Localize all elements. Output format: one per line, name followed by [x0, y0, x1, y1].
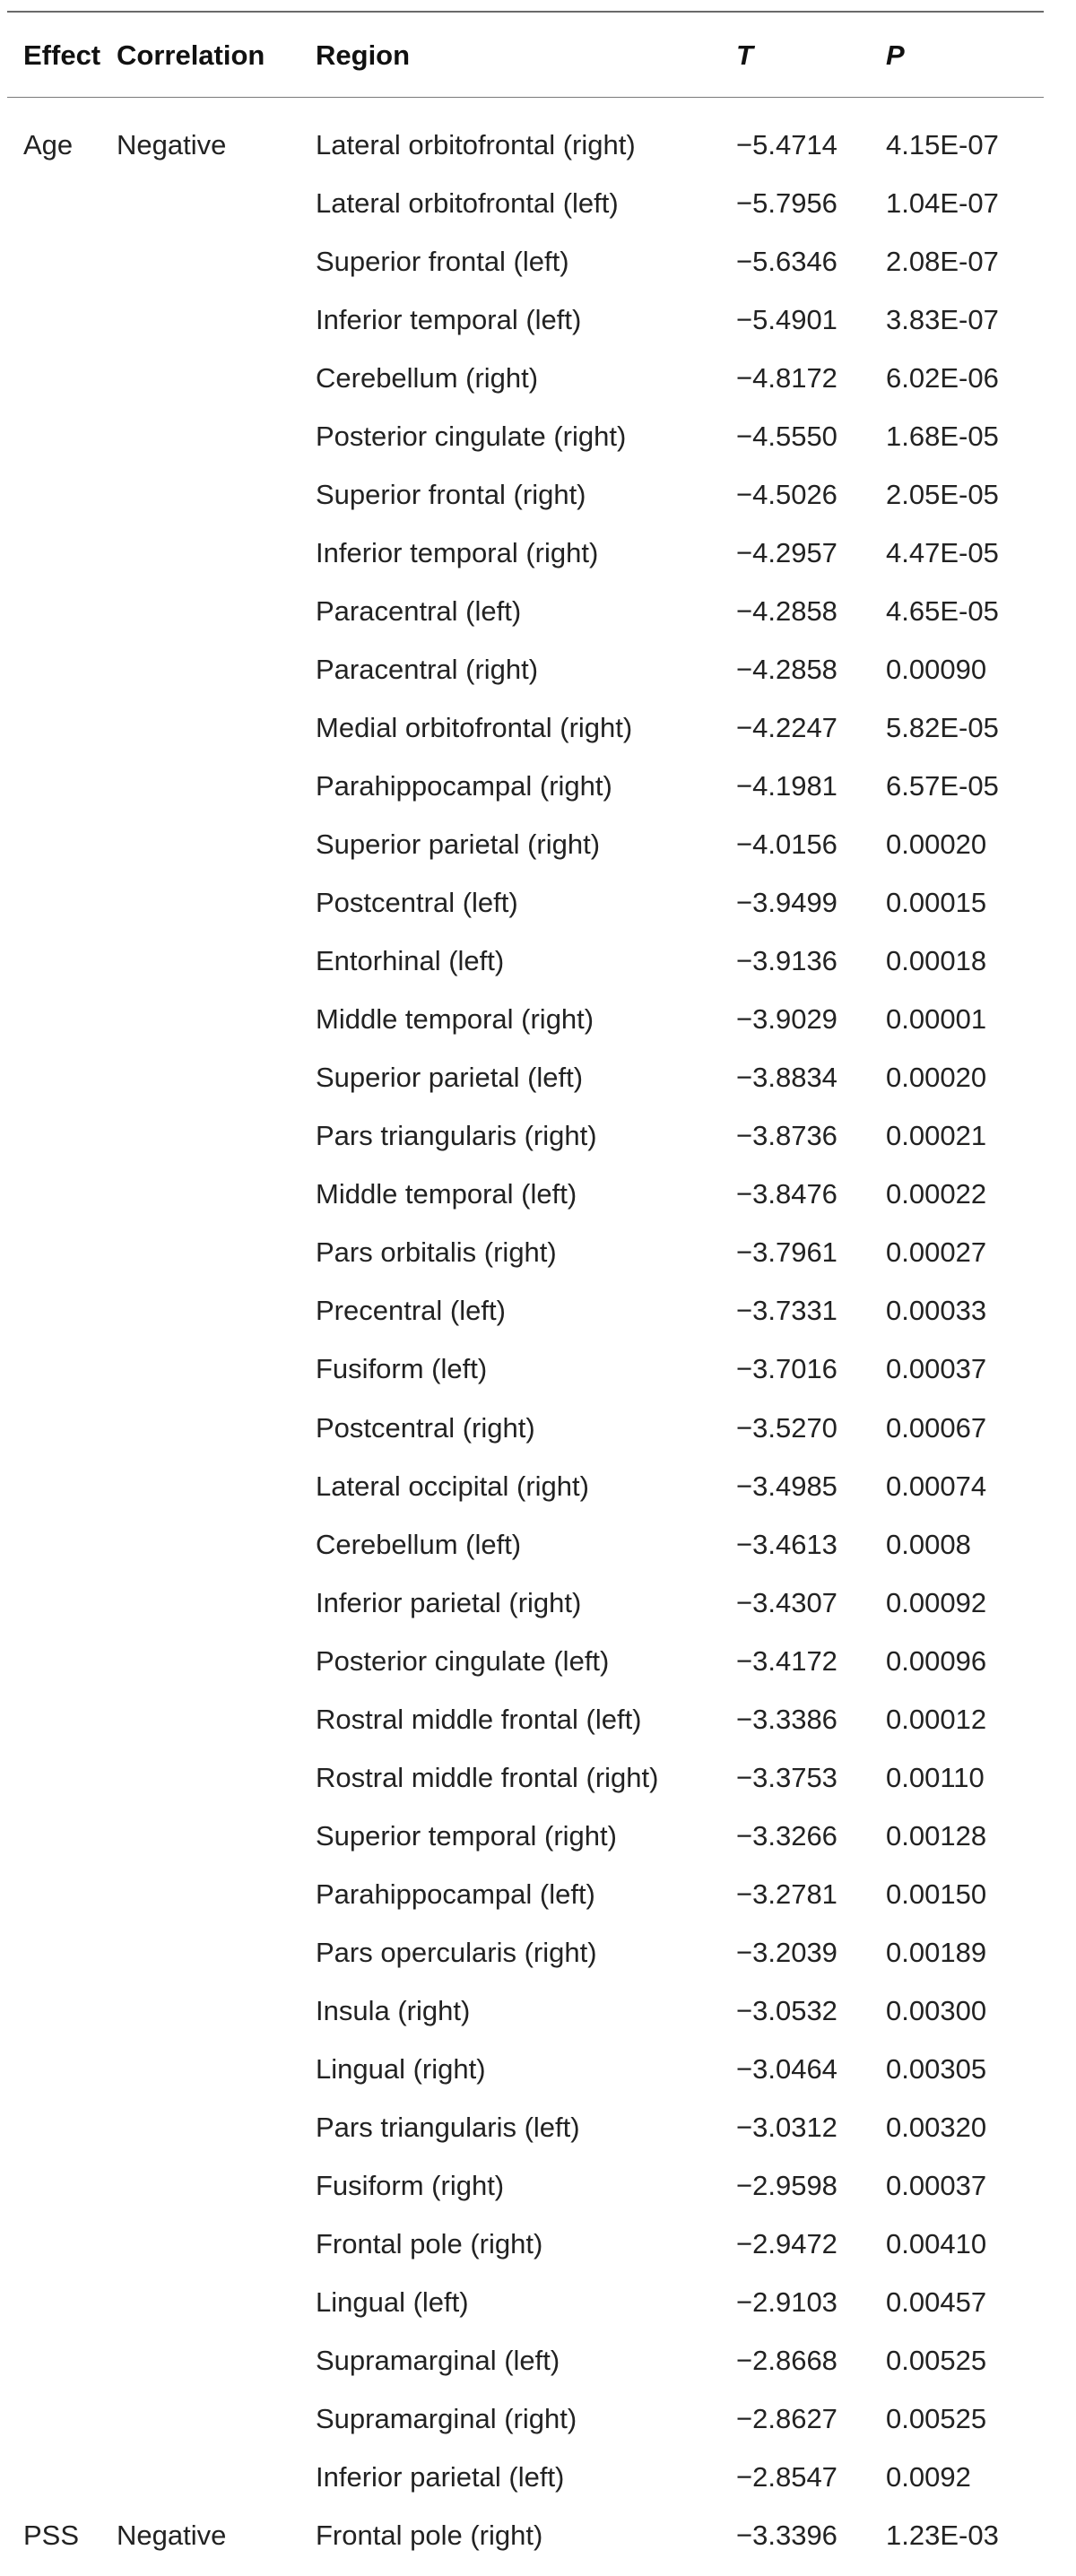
cell-t: −3.7016: [736, 1353, 837, 1385]
cell-t: −3.8736: [736, 1120, 837, 1152]
table-row: [0, 1865, 1044, 1923]
cell-effect: [0, 1515, 117, 1574]
cell-correlation: [117, 232, 316, 291]
cell-region: Medial orbitofrontal (right): [316, 711, 633, 743]
table-row: [0, 2507, 1044, 2565]
cell-t: −4.2858: [736, 594, 837, 627]
cell-correlation: [117, 2041, 316, 2099]
cell-correlation: [117, 1399, 316, 1457]
table-row: [0, 2099, 1044, 2157]
cell-p: 1.68E-05: [886, 420, 999, 452]
cell-correlation: [117, 1632, 316, 1690]
cell-t: −3.7331: [736, 1295, 837, 1327]
cell-effect: Age: [23, 128, 74, 160]
cell-effect: [0, 1457, 117, 1515]
table-row: [0, 1166, 1044, 1224]
cell-effect: [0, 698, 117, 757]
cell-p: 0.00090: [886, 653, 987, 685]
cell-region: Lateral orbitofrontal (right): [316, 128, 636, 160]
cell-t: −2.9598: [736, 2170, 837, 2202]
table-row: [0, 2157, 1044, 2216]
cell-effect: [0, 2390, 117, 2449]
cell-effect: [0, 1399, 117, 1457]
cell-correlation: [117, 174, 316, 232]
cell-effect: [0, 2274, 117, 2332]
cell-p: 0.00067: [886, 1411, 987, 1444]
cell-t: −4.5026: [736, 478, 837, 510]
cell-p: 0.00020: [886, 828, 987, 861]
table-row: [0, 640, 1044, 698]
cell-t: −3.0464: [736, 2053, 837, 2086]
cell-p: 0.00037: [886, 2170, 987, 2202]
cell-region: Rostral middle frontal (right): [316, 1761, 659, 1793]
cell-region: Inferior temporal (right): [316, 536, 599, 568]
cell-effect: [0, 1049, 117, 1107]
cell-t: −5.4714: [736, 128, 837, 160]
cell-p: 0.00012: [886, 1703, 987, 1735]
cell-effect: [0, 640, 117, 698]
cell-t: −3.9029: [736, 1003, 837, 1036]
cell-p: 0.00033: [886, 1295, 987, 1327]
cell-p: 0.0092: [886, 2461, 971, 2494]
cell-t: −3.9499: [736, 887, 837, 919]
cell-correlation: [117, 1865, 316, 1923]
table-row: [0, 174, 1044, 232]
cell-effect: [0, 816, 117, 874]
cell-correlation: [117, 2274, 316, 2332]
cell-correlation: [117, 1574, 316, 1632]
cell-t: −5.4901: [736, 303, 837, 335]
cell-region: Superior frontal (right): [316, 478, 586, 510]
cell-p: 0.00525: [886, 2403, 987, 2435]
table-row: [0, 874, 1044, 932]
cell-effect: [0, 757, 117, 815]
cell-p: 0.00027: [886, 1236, 987, 1269]
cell-region: Paracentral (right): [316, 653, 539, 685]
table-row: [0, 1282, 1044, 1340]
cell-t: −3.8834: [736, 1062, 837, 1094]
cell-correlation: [117, 1923, 316, 1982]
cell-t: −4.0156: [736, 828, 837, 861]
cell-region: Middle temporal (right): [316, 1003, 594, 1036]
cell-t: −4.2247: [736, 711, 837, 743]
cell-t: −2.8547: [736, 2461, 837, 2494]
cell-effect: [0, 1632, 117, 1690]
table-row: [0, 1982, 1044, 2040]
table-row: [0, 232, 1044, 291]
cell-effect: [0, 1748, 117, 1807]
header-row: [0, 13, 1044, 98]
cell-region: Lateral occipital (right): [316, 1470, 589, 1502]
cell-region: Frontal pole (right): [316, 2228, 543, 2260]
cell-p: 5.82E-05: [886, 711, 999, 743]
cell-region: Paracentral (left): [316, 594, 522, 627]
cell-effect: [0, 932, 117, 991]
cell-p: 3.83E-07: [886, 303, 999, 335]
cell-t: −3.4985: [736, 1470, 837, 1502]
cell-correlation: [117, 582, 316, 640]
cell-t: −3.7961: [736, 1236, 837, 1269]
cell-t: −3.9136: [736, 945, 837, 977]
cell-effect: [0, 1982, 117, 2040]
cell-correlation: [117, 1107, 316, 1166]
cell-region: Middle temporal (left): [316, 1178, 577, 1210]
table-row: [0, 98, 1044, 174]
cell-correlation: [117, 2390, 316, 2449]
cell-correlation: [117, 291, 316, 349]
cell-region: Superior parietal (right): [316, 828, 601, 861]
cell-region: Rostral middle frontal (left): [316, 1703, 642, 1735]
cell-region: Supramarginal (left): [316, 2345, 560, 2377]
cell-t: −3.3753: [736, 1761, 837, 1793]
cell-p: 4.47E-05: [886, 536, 999, 568]
cell-region: Frontal pole (right): [316, 2520, 543, 2552]
table-row: [0, 1224, 1044, 1282]
cell-correlation: [117, 991, 316, 1049]
cell-p: 0.00001: [886, 1003, 987, 1036]
cell-correlation: [117, 524, 316, 582]
cell-effect: [0, 1224, 117, 1282]
cell-effect: [0, 2099, 117, 2157]
header-correlation: Correlation: [117, 39, 265, 71]
cell-t: −3.2039: [736, 1936, 837, 1968]
table-row: [0, 1515, 1044, 1574]
cell-correlation: [117, 2216, 316, 2274]
table-row: [0, 1807, 1044, 1865]
cell-region: Inferior parietal (left): [316, 2461, 565, 2494]
cell-correlation: [117, 640, 316, 698]
table-row: [0, 582, 1044, 640]
cell-t: −3.8476: [736, 1178, 837, 1210]
cell-correlation: [117, 1340, 316, 1399]
table-row: [0, 2449, 1044, 2507]
table-row: [0, 2216, 1044, 2274]
table-row: [0, 991, 1044, 1049]
table-row: [0, 757, 1044, 815]
header-t: T: [736, 39, 753, 71]
cell-p: 2.08E-07: [886, 245, 999, 277]
cell-region: Cerebellum (right): [316, 361, 539, 394]
cell-p: 4.15E-07: [886, 128, 999, 160]
cell-p: 0.00410: [886, 2228, 987, 2260]
table-row: [0, 349, 1044, 407]
cell-t: −3.0312: [736, 2112, 837, 2144]
cell-region: Superior temporal (right): [316, 1819, 617, 1852]
cell-t: −2.9103: [736, 2286, 837, 2319]
cell-effect: [0, 1574, 117, 1632]
cell-effect: PSS: [23, 2520, 80, 2552]
cell-effect: [0, 2157, 117, 2216]
cell-p: 0.00320: [886, 2112, 987, 2144]
cell-effect: [0, 2332, 117, 2390]
cell-region: Posterior cingulate (right): [316, 420, 627, 452]
cell-correlation: [117, 349, 316, 407]
cell-effect: [0, 874, 117, 932]
table-row: [0, 816, 1044, 874]
cell-t: −3.3386: [736, 1703, 837, 1735]
table-body: [0, 98, 1044, 2565]
cell-p: 0.00457: [886, 2286, 987, 2319]
header-rule: [7, 97, 1044, 98]
table-row: [0, 1574, 1044, 1632]
cell-region: Pars orbitalis (right): [316, 1236, 557, 1269]
cell-region: Lingual (left): [316, 2286, 469, 2319]
cell-region: Superior frontal (left): [316, 245, 569, 277]
cell-p: 0.00074: [886, 1470, 987, 1502]
cell-effect: [0, 291, 117, 349]
cell-correlation: [117, 874, 316, 932]
cell-region: Pars triangularis (right): [316, 1120, 597, 1152]
cell-t: −5.7956: [736, 186, 837, 219]
cell-correlation: [117, 2157, 316, 2216]
cell-t: −4.1981: [736, 769, 837, 802]
cell-region: Pars triangularis (left): [316, 2112, 580, 2144]
cell-t: −5.6346: [736, 245, 837, 277]
table-row: [0, 291, 1044, 349]
table-row: [0, 2274, 1044, 2332]
cell-effect: [0, 991, 117, 1049]
table-row: [0, 465, 1044, 524]
cell-effect: [0, 1340, 117, 1399]
table-row: [0, 1748, 1044, 1807]
cell-correlation: [117, 1049, 316, 1107]
cell-p: 0.0008: [886, 1528, 971, 1560]
table-row: [0, 932, 1044, 991]
cell-p: 1.23E-03: [886, 2520, 999, 2552]
cell-region: Lateral orbitofrontal (left): [316, 186, 619, 219]
cell-t: −4.8172: [736, 361, 837, 394]
cell-effect: [0, 1807, 117, 1865]
cell-p: 0.00305: [886, 2053, 987, 2086]
cell-t: −3.2781: [736, 1878, 837, 1910]
cell-region: Supramarginal (right): [316, 2403, 577, 2435]
cell-effect: [0, 1282, 117, 1340]
table-row: [0, 1690, 1044, 1748]
cell-correlation: [117, 2099, 316, 2157]
cell-effect: [0, 1107, 117, 1166]
table-row: [0, 1049, 1044, 1107]
cell-effect: [0, 465, 117, 524]
cell-correlation: [117, 1515, 316, 1574]
cell-region: Inferior temporal (left): [316, 303, 582, 335]
cell-p: 0.00189: [886, 1936, 987, 1968]
cell-t: −3.4307: [736, 1586, 837, 1618]
cell-region: Fusiform (left): [316, 1353, 488, 1385]
cell-correlation: [117, 1166, 316, 1224]
cell-effect: [0, 1166, 117, 1224]
cell-effect: [0, 582, 117, 640]
cell-correlation: [117, 1282, 316, 1340]
cell-p: 2.05E-05: [886, 478, 999, 510]
table-row: [0, 1340, 1044, 1399]
cell-region: Lingual (right): [316, 2053, 486, 2086]
cell-effect: [0, 1690, 117, 1748]
cell-correlation: [117, 1807, 316, 1865]
header-effect: Effect: [23, 39, 101, 71]
cell-region: Precentral (left): [316, 1295, 506, 1327]
results-table: [0, 13, 1044, 2565]
cell-region: Entorhinal (left): [316, 945, 505, 977]
cell-region: Parahippocampal (right): [316, 769, 612, 802]
cell-effect: [0, 232, 117, 291]
cell-p: 0.00092: [886, 1586, 987, 1618]
cell-region: Pars opercularis (right): [316, 1936, 597, 1968]
cell-t: −2.8668: [736, 2345, 837, 2377]
results-table-container: [0, 11, 1044, 2565]
table-row: [0, 1399, 1044, 1457]
cell-correlation: [117, 1982, 316, 2040]
cell-effect: [0, 349, 117, 407]
cell-effect: [0, 2449, 117, 2507]
cell-p: 0.00021: [886, 1120, 987, 1152]
table-row: [0, 1632, 1044, 1690]
cell-correlation: Negative: [117, 128, 227, 160]
cell-correlation: [117, 2449, 316, 2507]
cell-p: 0.00015: [886, 887, 987, 919]
table-row: [0, 407, 1044, 465]
cell-region: Fusiform (right): [316, 2170, 505, 2202]
cell-p: 0.00037: [886, 1353, 987, 1385]
cell-t: −4.5550: [736, 420, 837, 452]
cell-effect: [0, 524, 117, 582]
cell-p: 0.00150: [886, 1878, 987, 1910]
cell-region: Superior parietal (left): [316, 1062, 584, 1094]
cell-effect: [0, 2216, 117, 2274]
cell-t: −3.0532: [736, 1994, 837, 2026]
table-row: [0, 524, 1044, 582]
cell-effect: [0, 2041, 117, 2099]
cell-correlation: [117, 816, 316, 874]
cell-correlation: [117, 932, 316, 991]
cell-t: −3.5270: [736, 1411, 837, 1444]
cell-correlation: Negative: [117, 2520, 227, 2552]
cell-p: 0.00300: [886, 1994, 987, 2026]
table-row: [0, 2332, 1044, 2390]
cell-p: 1.04E-07: [886, 186, 999, 219]
cell-region: Postcentral (left): [316, 887, 518, 919]
cell-t: −2.8627: [736, 2403, 837, 2435]
cell-t: −3.3396: [736, 2520, 837, 2552]
cell-correlation: [117, 1748, 316, 1807]
cell-p: 0.00022: [886, 1178, 987, 1210]
cell-correlation: [117, 407, 316, 465]
table-row: [0, 1923, 1044, 1982]
cell-p: 0.00020: [886, 1062, 987, 1094]
cell-region: Posterior cingulate (left): [316, 1644, 610, 1677]
cell-t: −4.2858: [736, 653, 837, 685]
table-row: [0, 2390, 1044, 2449]
cell-t: −3.3266: [736, 1819, 837, 1852]
cell-region: Parahippocampal (left): [316, 1878, 595, 1910]
cell-correlation: [117, 1224, 316, 1282]
cell-t: −4.2957: [736, 536, 837, 568]
cell-t: −3.4172: [736, 1644, 837, 1677]
cell-region: Postcentral (right): [316, 1411, 535, 1444]
cell-effect: [0, 1865, 117, 1923]
cell-p: 0.00110: [886, 1761, 985, 1793]
cell-region: Inferior parietal (right): [316, 1586, 582, 1618]
table-row: [0, 1457, 1044, 1515]
cell-t: −2.9472: [736, 2228, 837, 2260]
cell-p: 0.00525: [886, 2345, 987, 2377]
cell-p: 4.65E-05: [886, 594, 999, 627]
cell-p: 0.00018: [886, 945, 987, 977]
table-row: [0, 1107, 1044, 1166]
cell-t: −3.4613: [736, 1528, 837, 1560]
cell-p: 0.00128: [886, 1819, 987, 1852]
cell-effect: [0, 174, 117, 232]
cell-p: 6.57E-05: [886, 769, 999, 802]
header-p: P: [886, 39, 905, 71]
cell-correlation: [117, 698, 316, 757]
cell-correlation: [117, 1690, 316, 1748]
cell-effect: [0, 1923, 117, 1982]
cell-correlation: [117, 1457, 316, 1515]
cell-p: 6.02E-06: [886, 361, 999, 394]
cell-correlation: [117, 757, 316, 815]
table-header: [0, 13, 1044, 98]
table-row: [0, 698, 1044, 757]
cell-effect: [0, 407, 117, 465]
table-row: [0, 2041, 1044, 2099]
cell-region: Insula (right): [316, 1994, 471, 2026]
cell-correlation: [117, 2332, 316, 2390]
cell-correlation: [117, 465, 316, 524]
header-region: Region: [316, 39, 411, 71]
cell-p: 0.00096: [886, 1644, 987, 1677]
cell-region: Cerebellum (left): [316, 1528, 522, 1560]
